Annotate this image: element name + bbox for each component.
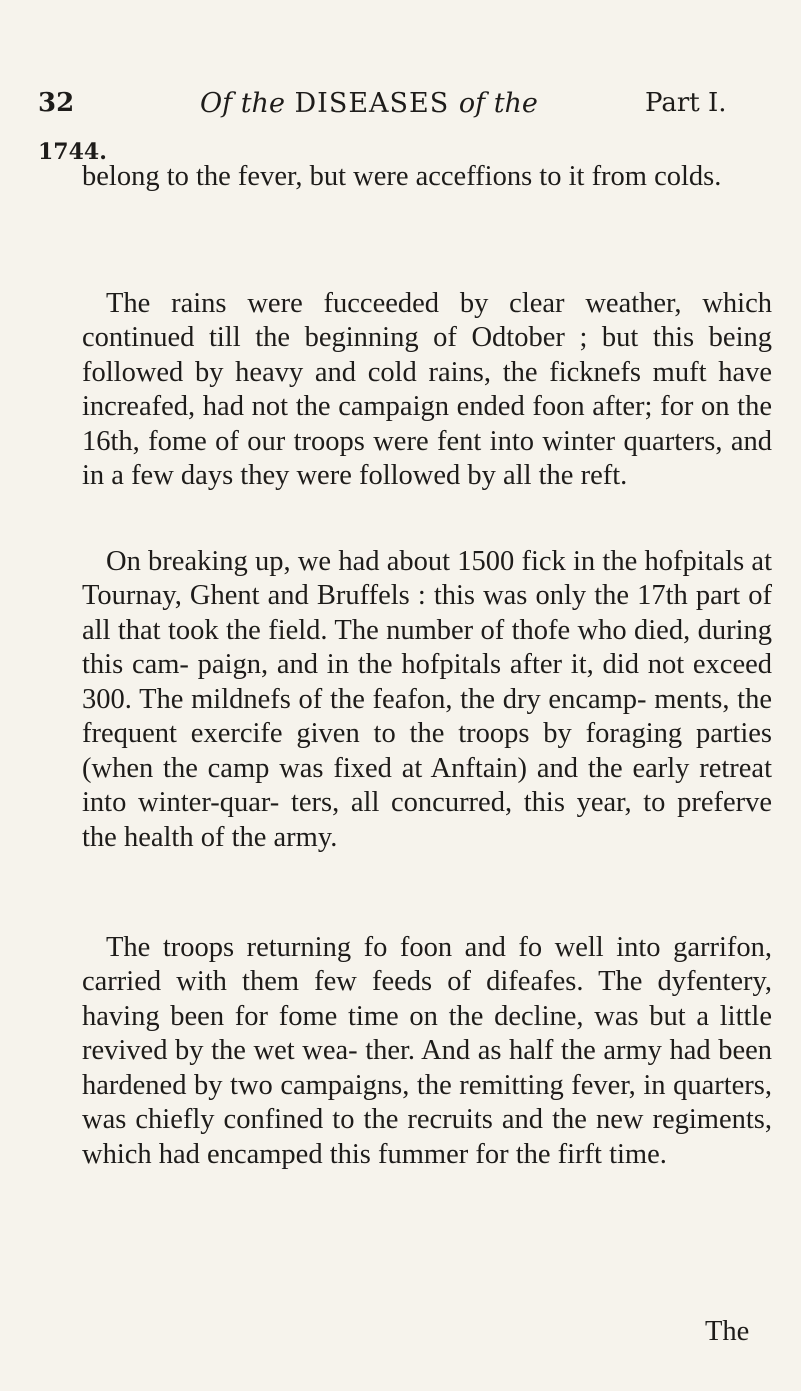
- title-main: DISEASES: [294, 88, 450, 119]
- page-number: 32: [38, 88, 75, 118]
- paragraph-hospitals: On breaking up, we had about 1500 fick in the hofpitals at Tournay, Ghent and Bruffels : this was only the 17th part of all that took the field. The number of thofe who died, during this cam- paign, and in the hofpitals after it, did not exceed 300. The mildnefs of the feafon, the dry encamp- ments, the frequent exercife given to the troops by foraging parties (when the camp was fixed at Anftain) and the early retreat into winter-quar- ters, all concurred, this year, to preferve the health of the army.: [82, 545, 772, 853]
- title-suffix: of the: [458, 88, 538, 119]
- year-margin-note: 1744.: [38, 139, 107, 165]
- part-label: Part I.: [645, 88, 727, 118]
- catchword: The: [705, 1316, 750, 1347]
- paragraph-continuation: belong to the fever, but were acceffions to it from colds.: [82, 160, 722, 192]
- paragraph-weather: The rains were fucceeded by clear weather, which continued till the beginning of Odtober ; but this being followed by heavy and cold rains, the ficknefs muft have increafed, had not the campaign ended foon after; for on the 16th, fome of our troops were fent into winter quarters, and in a few days they were followed by all the reft.: [82, 287, 772, 491]
- running-header: [0, 88, 801, 128]
- running-title: [200, 88, 538, 119]
- paragraph-garrison: The troops returning fo foon and fo well into garrifon, carried with them few feeds of difeafes. The dyfentery, having been for fome time on the decline, was but a little revived by the wet wea- ther. And as half the army had been hardened by two campaigns, the remitting fever, in quarters, was chiefly confined to the recruits and the new regiments, which had encamped this fummer for the firft time.: [82, 931, 772, 1170]
- title-prefix: Of the: [200, 88, 285, 119]
